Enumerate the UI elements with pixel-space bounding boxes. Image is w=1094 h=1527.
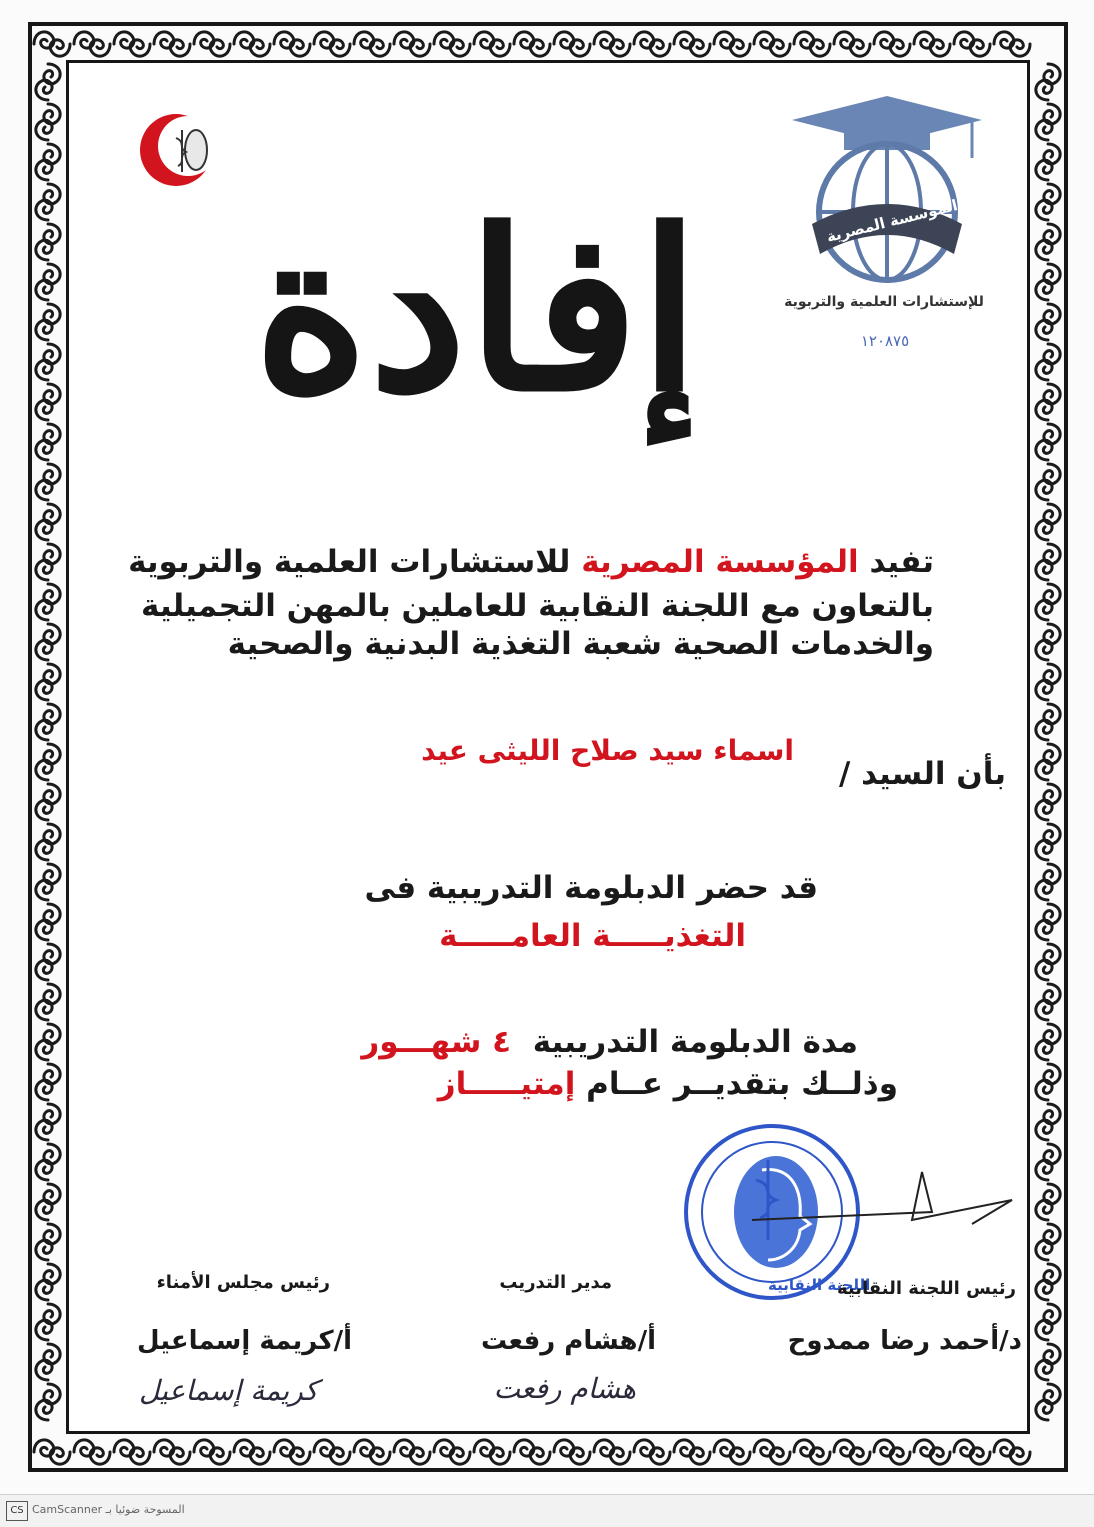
grade-label: وذلــك بتقديــر عــام bbox=[586, 1066, 898, 1102]
signature-name-training-manager: أ/هشام رفعت bbox=[481, 1326, 656, 1356]
attendance-line: قد حضر الدبلومة التدريبية فى bbox=[364, 870, 818, 906]
crescent-logo-icon bbox=[136, 110, 216, 190]
certificate-title: إفادة bbox=[253, 181, 700, 440]
duration-line bbox=[361, 1024, 858, 1060]
body-line-2: بالتعاون مع اللجنة النقابية للعاملين بالمهن التجميلية bbox=[141, 588, 934, 624]
recipient-label: بأن السيد / bbox=[838, 756, 1006, 792]
handwritten-signature-board-chair: كريمة إسماعيل bbox=[139, 1374, 318, 1407]
body-line-1-prefix: تفيد bbox=[858, 544, 934, 580]
grade-value: إمتيـــــاز bbox=[437, 1066, 576, 1102]
duration-label: مدة الدبلومة التدريبية bbox=[532, 1024, 858, 1060]
signature-name-board-chair: أ/كريمة إسماعيل bbox=[137, 1326, 352, 1356]
signature-title-training-manager: مدير التدريب bbox=[499, 1272, 612, 1293]
signature-title-union-head: رئيس اللجنة النقابية bbox=[837, 1278, 1016, 1299]
globe-graduation-cap-icon bbox=[782, 84, 992, 284]
body-line-1 bbox=[128, 544, 934, 580]
scanner-footer bbox=[0, 1494, 1094, 1527]
camscanner-icon: CS bbox=[6, 1501, 28, 1521]
logo-caption: للإستشارات العلمية والتربوية bbox=[784, 294, 984, 310]
recipient-name: اسماء سيد صلاح الليثى عيد bbox=[421, 734, 794, 767]
body-line-3: والخدمات الصحية شعبة التغذية البدنية والصحية bbox=[227, 626, 934, 662]
body-line-1-org: المؤسسة المصرية bbox=[581, 544, 859, 580]
serial-number: ١٢٠٨٧٥ bbox=[860, 332, 910, 350]
body-line-1-suffix: للاستشارات العلمية والتربوية bbox=[128, 544, 582, 580]
handwritten-signature-training-manager: هشام رفعت bbox=[493, 1372, 636, 1405]
duration-value: ٤ شهـــور bbox=[361, 1024, 512, 1060]
course-name: التغذيـــــة العامـــــة bbox=[439, 918, 746, 954]
logo-seal-text: المؤسسة المصرية bbox=[824, 196, 960, 246]
stamp-text: اللجنة النقابية bbox=[768, 1276, 871, 1294]
grade-line bbox=[438, 1066, 898, 1102]
footer-text: CamScanner المسوحة ضوئيا بـ bbox=[32, 1503, 185, 1516]
signature-title-board-chair: رئيس مجلس الأمناء bbox=[156, 1272, 330, 1293]
signature-name-union-head: د/أحمد رضا ممدوح bbox=[787, 1326, 1022, 1356]
